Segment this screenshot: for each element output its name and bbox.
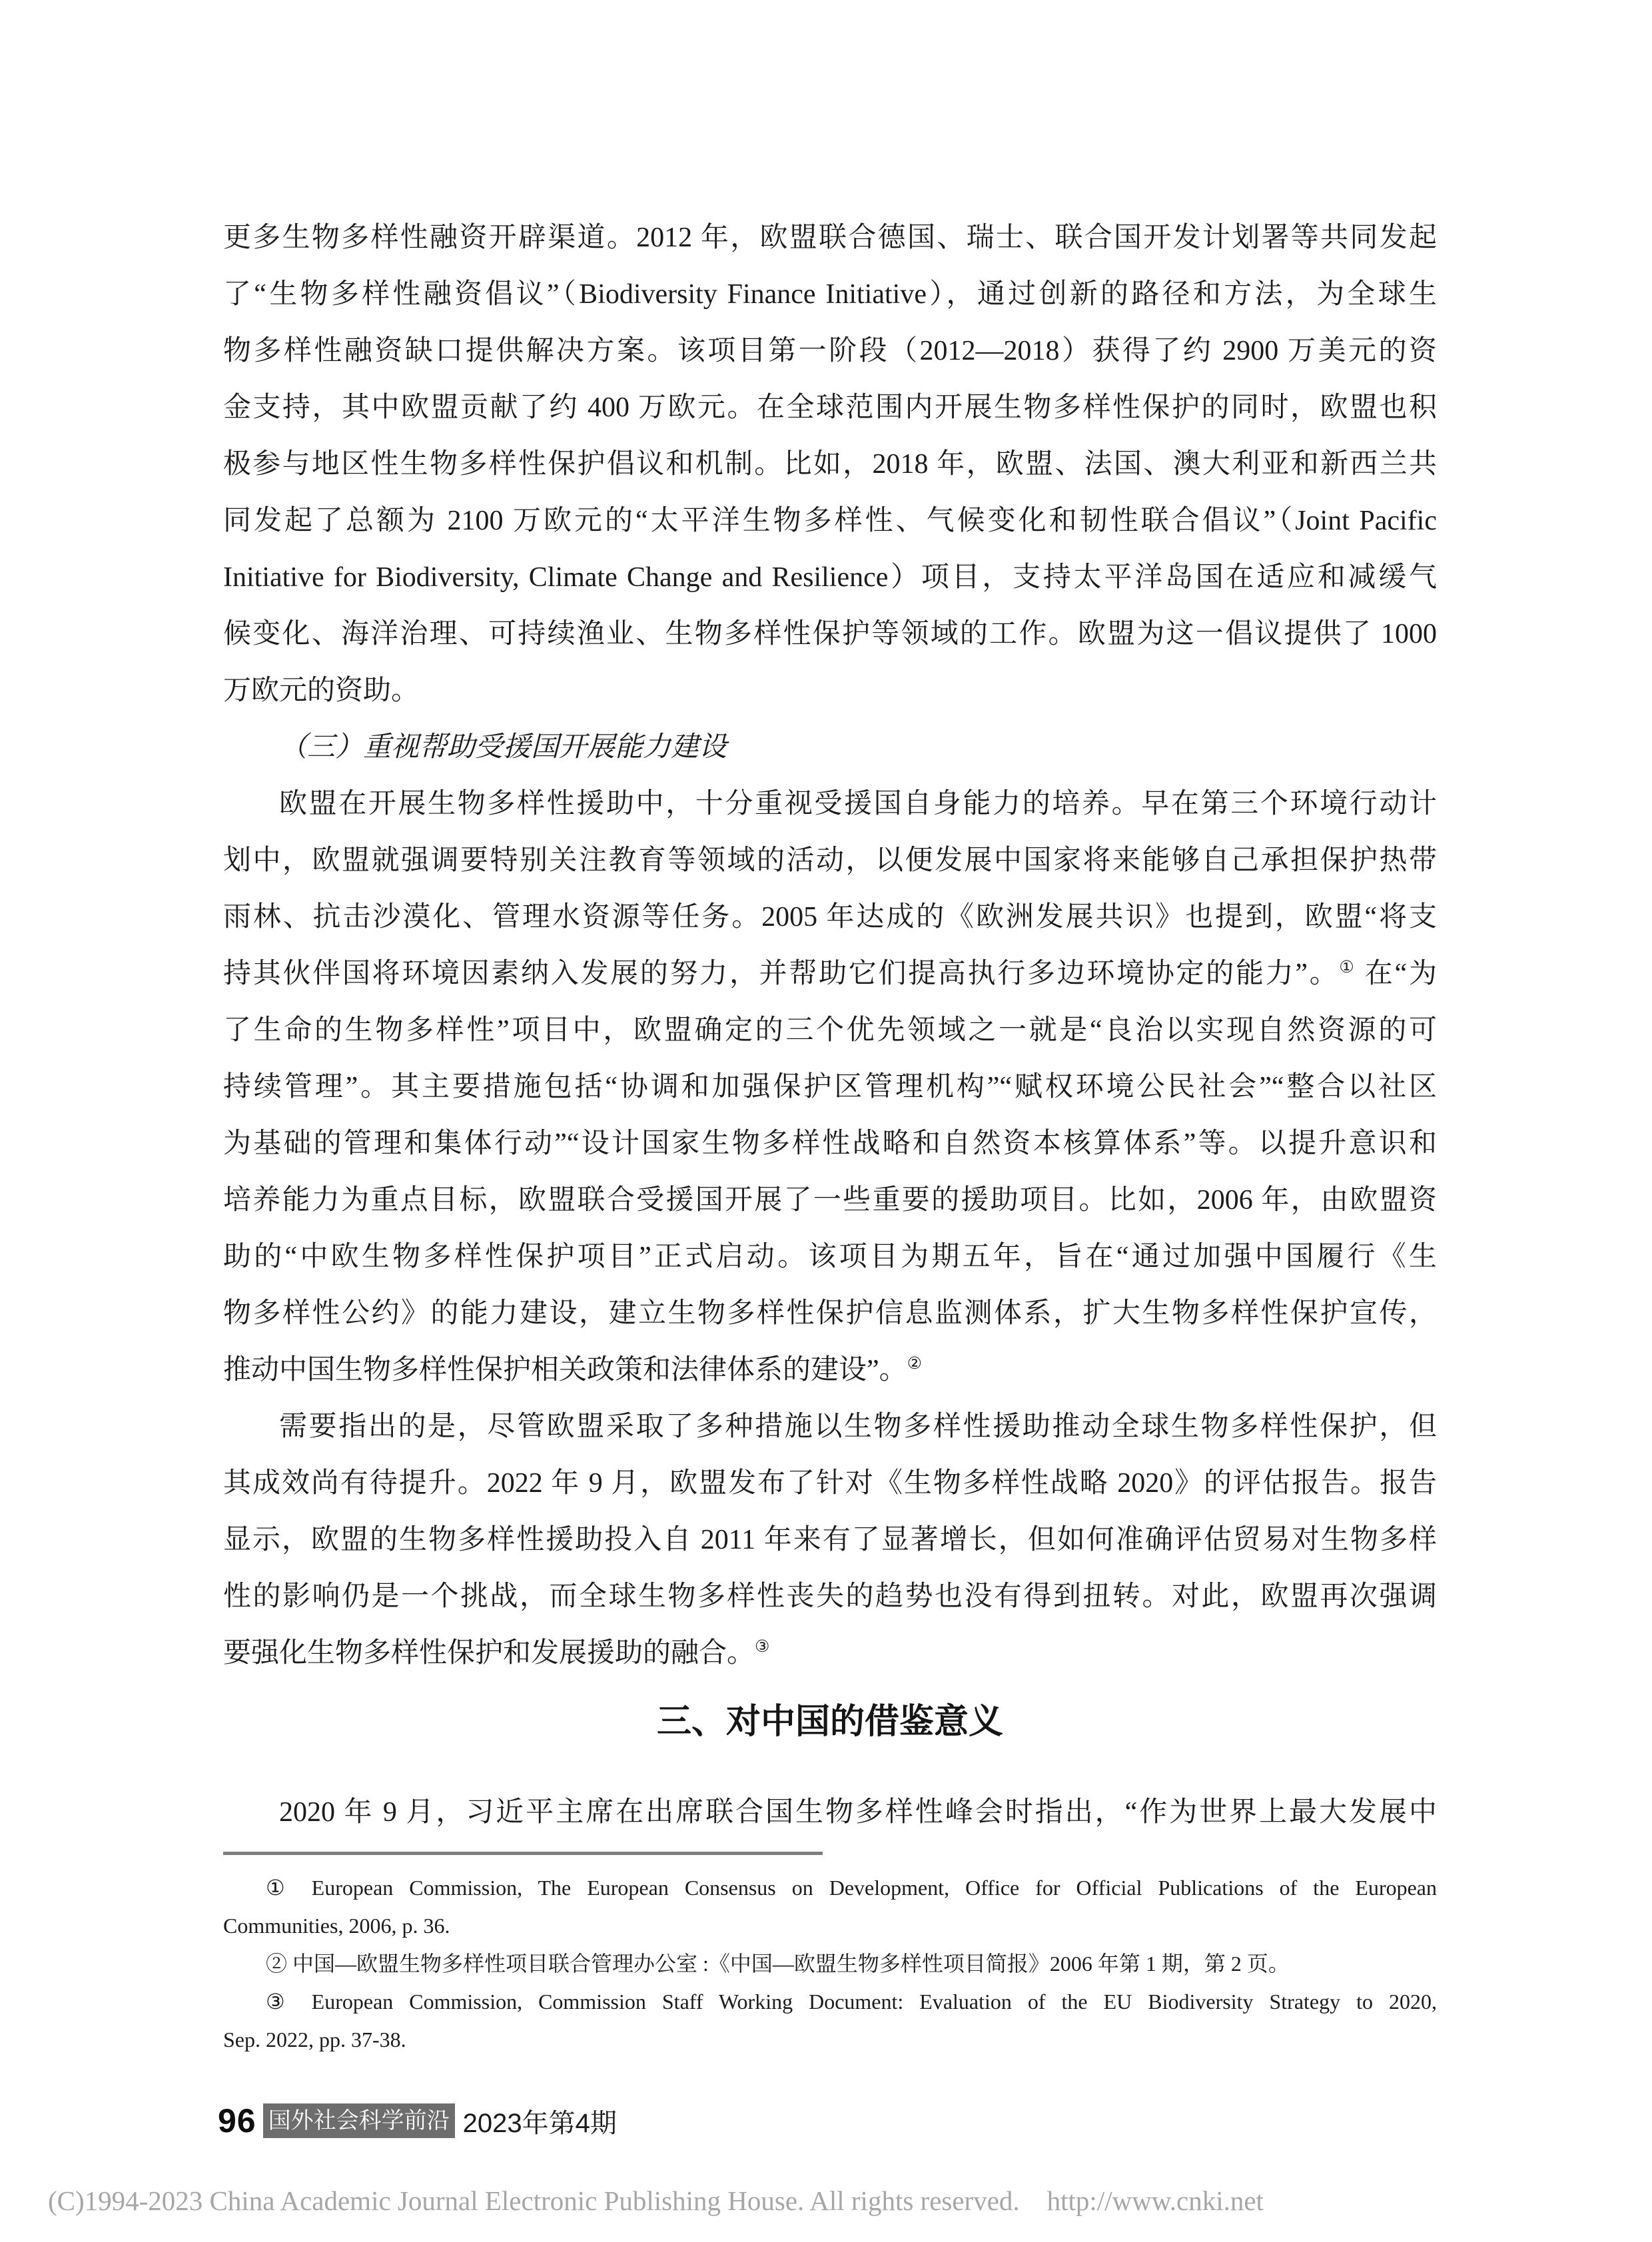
body-line: （三）重视帮助受援国开展能力建设 bbox=[279, 732, 727, 763]
body-line: 划中，欧盟就强调要特别关注教育等领域的活动，以便发展中国家将来能够自己承担保护热带 bbox=[223, 845, 1437, 876]
footnote-line: ② 中国—欧盟生物多样性项目联合管理办公室 :《中国—欧盟生物多样性项目简报》2006 年第 1 期，第 2 页。 bbox=[266, 1952, 1290, 1976]
body-line: 同发起了总额为 2100 万欧元的“太平洋生物多样性、气候变化和韧性联合倡议”（Joint Pacific bbox=[223, 506, 1437, 536]
body-line: 物多样性公约》的能力建设，建立生物多样性保护信息监测体系，扩大生物多样性保护宣传， bbox=[223, 1298, 1437, 1329]
footnote-line: Communities, 2006, p. 36. bbox=[223, 1914, 450, 1938]
body-line: 极参与地区性生物多样性保护倡议和机制。比如，2018 年，欧盟、法国、澳大利亚和新西兰共 bbox=[223, 449, 1437, 480]
body-line: 金支持，其中欧盟贡献了约 400 万欧元。在全球范围内开展生物多样性保护的同时，欧盟也积 bbox=[223, 392, 1437, 423]
body-line: 欧盟在开展生物多样性援助中，十分重视受援国自身能力的培养。早在第三个环境行动计 bbox=[279, 789, 1437, 819]
page-number: 96 bbox=[218, 2102, 256, 2139]
footnote-line: Sep. 2022, pp. 37-38. bbox=[223, 2028, 406, 2052]
body-line: 持其伙伴国将环境因素纳入发展的努力，并帮助它们提高执行多边环境协定的能力”。① 在“为 bbox=[223, 958, 1437, 989]
section-heading: 三、对中国的借鉴意义 bbox=[656, 1702, 1003, 1741]
copyright-notice: (C)1994-2023 China Academic Journal Electronic Publishing House. All rights reserved. http://www.cnki.net bbox=[48, 2185, 1264, 2216]
body-line: 性的影响仍是一个挑战，而全球生物多样性丧失的趋势也没有得到扭转。对此，欧盟再次强调 bbox=[223, 1581, 1437, 1612]
body-line: 雨林、抗击沙漠化、管理水资源等任务。2005 年达成的《欧洲发展共识》也提到，欧盟“将支 bbox=[223, 902, 1437, 933]
footnote-line: ① European Commission, The European Consensus on Development, Office for Official Publications of the European bbox=[266, 1876, 1437, 1900]
body-line: 了“生物多样性融资倡议”（Biodiversity Finance Initiative），通过创新的路径和方法，为全球生 bbox=[223, 279, 1437, 310]
body-line: 更多生物多样性融资开辟渠道。2012 年，欧盟联合德国、瑞士、联合国开发计划署等共同发起 bbox=[223, 222, 1437, 253]
issue-label: 2023年第4期 bbox=[462, 2108, 617, 2138]
footnote-divider bbox=[223, 1852, 823, 1855]
body-line: Initiative for Biodiversity, Climate Change and Resilience）项目，支持太平洋岛国在适应和减缓气 bbox=[223, 562, 1437, 593]
body-line: 推动中国生物多样性保护相关政策和法律体系的建设”。② bbox=[223, 1355, 923, 1385]
body-continuation-block bbox=[223, 1784, 1437, 1841]
body-line: 万欧元的资助。 bbox=[223, 675, 420, 706]
footnote-line: ③ European Commission, Commission Staff Working Document: Evaluation of the EU Biodiversity Strategy to 2020, bbox=[266, 1990, 1437, 2014]
body-line: 2020 年 9 月，习近平主席在出席联合国生物多样性峰会时指出，“作为世界上最大发展中 bbox=[279, 1797, 1437, 1828]
body-line: 持续管理”。其主要措施包括“协调和加强保护区管理机构”“赋权环境公民社会”“整合以社区 bbox=[223, 1072, 1437, 1102]
body-line: 物多样性融资缺口提供解决方案。该项目第一阶段（2012—2018）获得了约 2900 万美元的资 bbox=[223, 336, 1437, 366]
body-line: 助的“中欧生物多样性保护项目”正式启动。该项目为期五年，旨在“通过加强中国履行《生 bbox=[223, 1242, 1437, 1272]
footnotes-block bbox=[223, 1869, 1437, 2059]
body-line: 显示，欧盟的生物多样性援助投入自 2011 年来有了显著增长，但如何准确评估贸易对生物多样 bbox=[223, 1525, 1437, 1555]
body-line: 培养能力为重点目标，欧盟联合受援国开展了一些重要的援助项目。比如，2006 年，由欧盟资 bbox=[223, 1185, 1437, 1216]
body-line: 为基础的管理和集体行动”“设计国家生物多样性战略和自然资本核算体系”等。以提升意识和 bbox=[223, 1128, 1437, 1159]
body-line: 要强化生物多样性保护和发展援助的融合。③ bbox=[223, 1638, 770, 1669]
page-footer bbox=[218, 2102, 617, 2139]
body-line: 其成效尚有待提升。2022 年 9 月，欧盟发布了针对《生物多样性战略 2020》的评估报告。报告 bbox=[223, 1468, 1437, 1499]
body-line: 候变化、海洋治理、可持续渔业、生物多样性保护等领域的工作。欧盟为这一倡议提供了 1000 bbox=[223, 619, 1437, 649]
journal-name-badge: 国外社会科学前沿 bbox=[263, 2103, 455, 2138]
body-text-block bbox=[223, 210, 1437, 1682]
body-line: 了生命的生物多样性”项目中，欧盟确定的三个优先领域之一就是“良治以实现自然资源的可 bbox=[223, 1015, 1437, 1046]
body-line: 需要指出的是，尽管欧盟采取了多种措施以生物多样性援助推动全球生物多样性保护，但 bbox=[279, 1411, 1437, 1442]
